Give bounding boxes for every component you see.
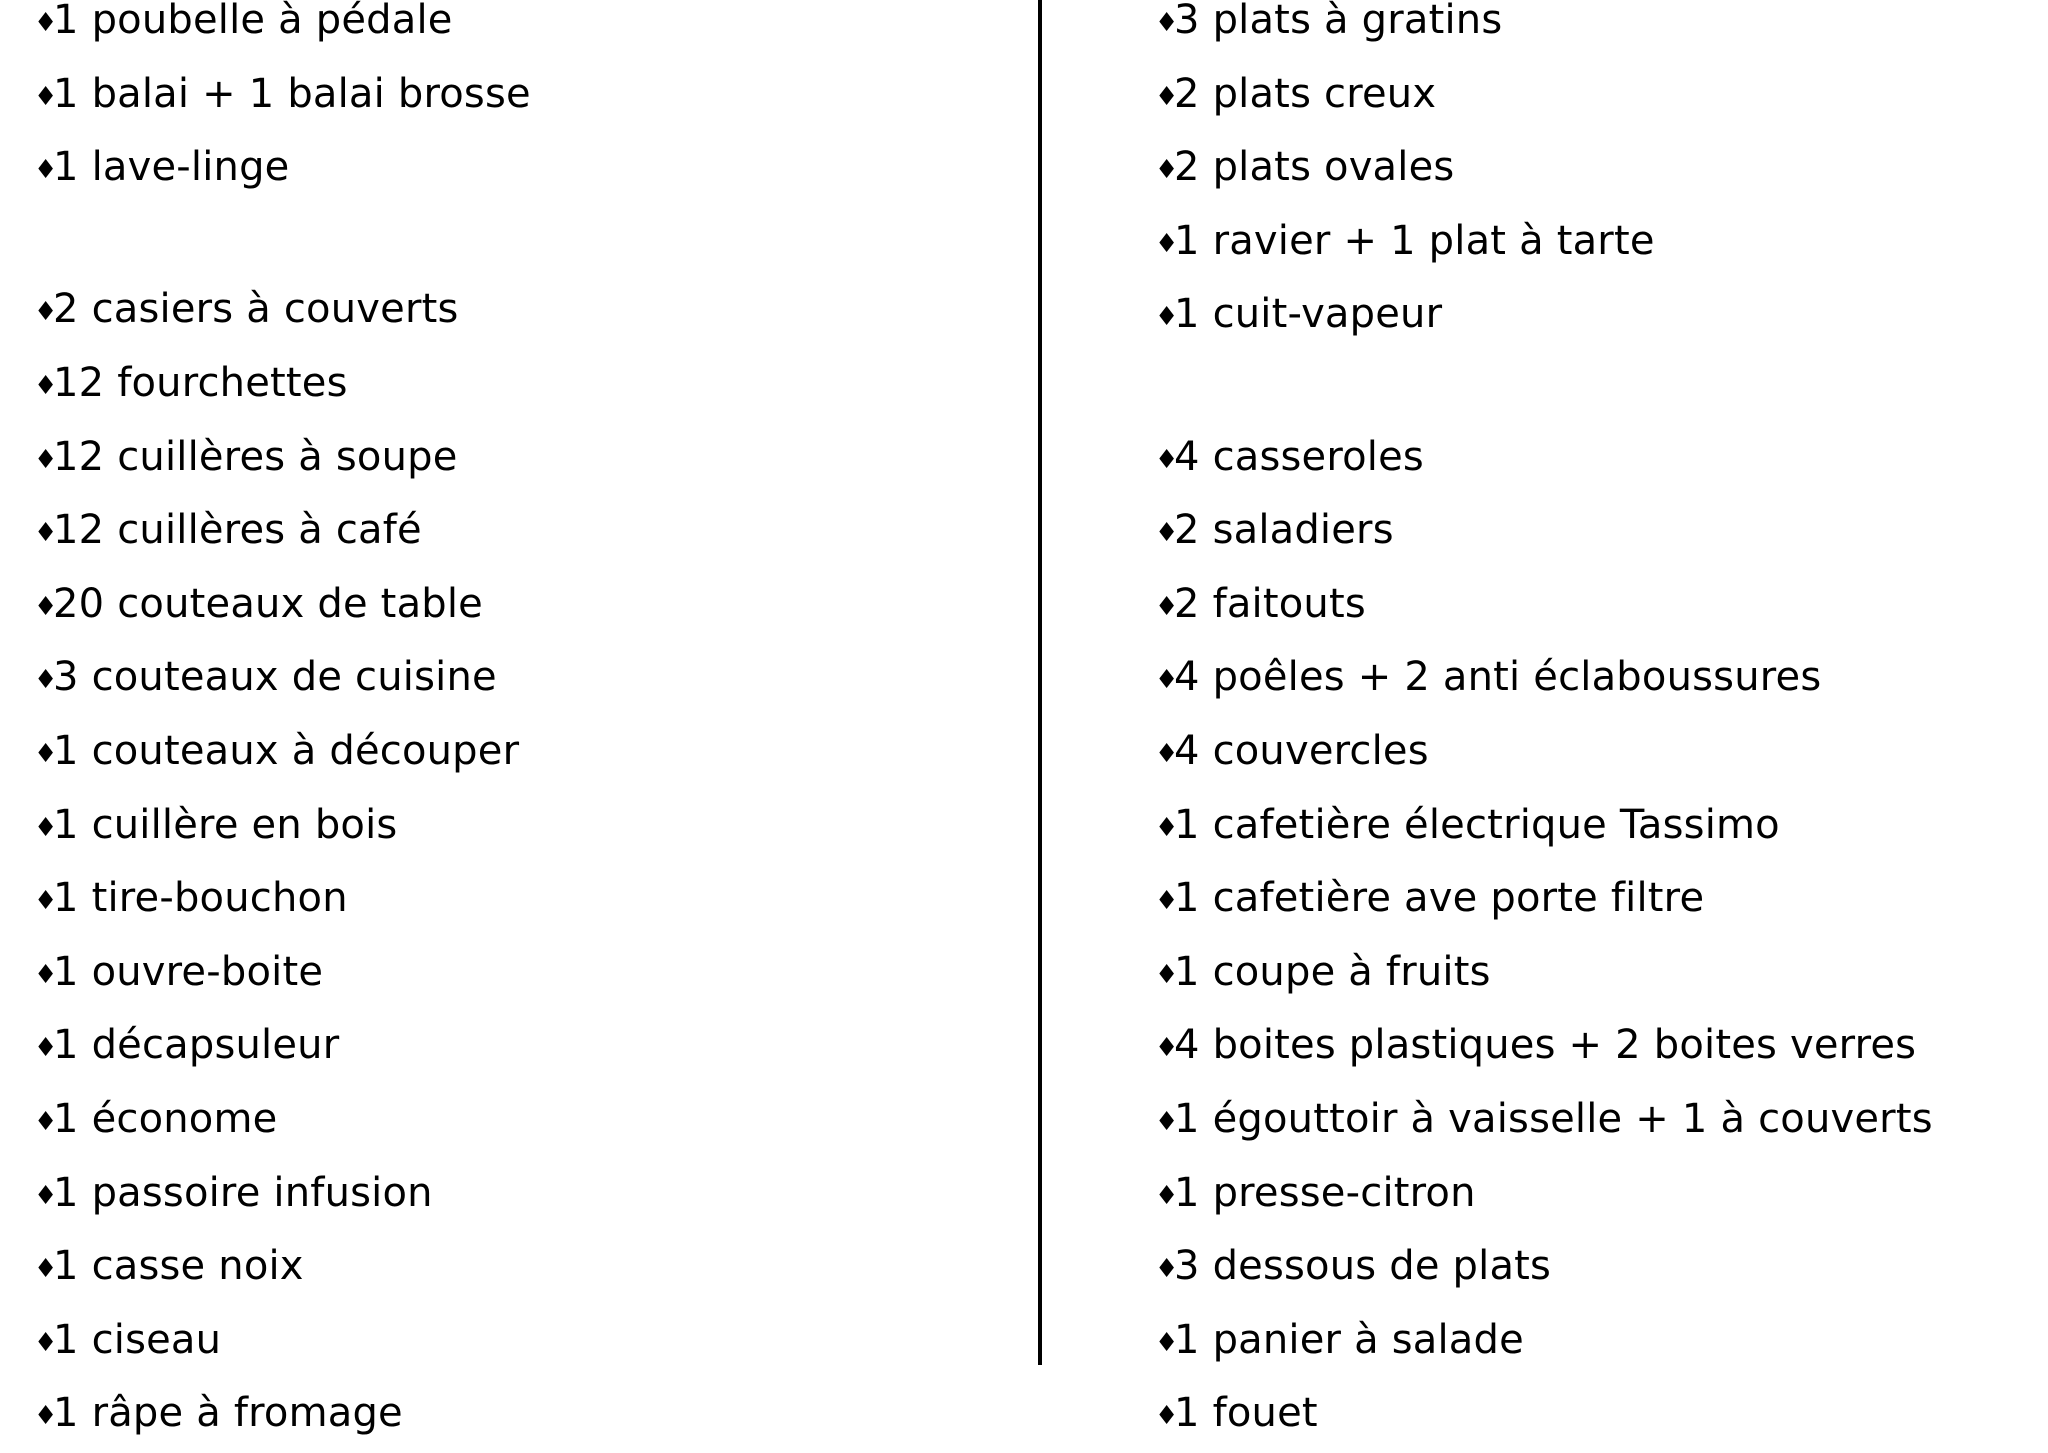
diamond-bullet-icon: ♦ — [34, 297, 58, 328]
diamond-bullet-icon: ♦ — [1155, 1254, 1179, 1285]
list-item — [34, 60, 1020, 134]
diamond-bullet-icon: ♦ — [34, 1033, 58, 1064]
list-item-label: 1 cuillère en bois — [53, 801, 398, 848]
list-item — [1155, 423, 2028, 497]
list-item-label: 1 cafetière électrique Tassimo — [1174, 801, 1780, 848]
list-item — [1155, 0, 2028, 60]
diamond-bullet-icon: ♦ — [34, 591, 58, 622]
list-item — [1155, 570, 2028, 644]
list-item-label: 1 ravier + 1 plat à tarte — [1174, 217, 1655, 264]
diamond-bullet-icon: ♦ — [34, 1180, 58, 1211]
list-item-label: 1 cafetière ave porte filtre — [1174, 875, 1705, 922]
list-item — [1155, 1379, 2028, 1453]
diamond-bullet-icon: ♦ — [1155, 518, 1179, 549]
list-item — [34, 791, 1020, 865]
list-item — [34, 864, 1020, 938]
list-item — [1155, 1306, 2028, 1380]
list-item-label: 12 cuillères à café — [53, 507, 422, 554]
diamond-bullet-icon: ♦ — [34, 812, 58, 843]
right-column — [1040, 0, 2048, 1453]
diamond-bullet-icon: ♦ — [1155, 228, 1179, 259]
list-item — [34, 275, 1020, 349]
list-item — [1155, 496, 2028, 570]
list-item — [1155, 864, 2028, 938]
list-item-label: 1 passoire infusion — [53, 1169, 433, 1216]
list-item-label: 3 couteaux de cuisine — [53, 654, 497, 701]
diamond-bullet-icon: ♦ — [34, 155, 58, 186]
list-item — [1155, 207, 2028, 281]
list-item-label: 4 boites plastiques + 2 boites verres — [1174, 1022, 1917, 1069]
diamond-bullet-icon: ♦ — [1155, 738, 1179, 769]
diamond-bullet-icon: ♦ — [34, 1401, 58, 1432]
diamond-bullet-icon: ♦ — [34, 1327, 58, 1358]
list-item-label: 2 plats ovales — [1174, 144, 1455, 191]
list-item — [1155, 133, 2028, 207]
list-item — [34, 1085, 1020, 1159]
list-item-label: 1 lave-linge — [53, 144, 290, 191]
diamond-bullet-icon: ♦ — [34, 81, 58, 112]
list-item-label: 1 poubelle à pédale — [53, 0, 453, 43]
list-item-label: 4 casseroles — [1174, 433, 1424, 480]
list-item-label: 20 couteaux de table — [53, 580, 483, 627]
right-column-list — [1155, 0, 2028, 1453]
list-item-label: 1 économe — [53, 1095, 278, 1142]
list-item-label: 1 ouvre-boite — [53, 948, 324, 995]
list-item-label: 2 faitouts — [1174, 580, 1366, 627]
list-item-label: 1 fouet — [1174, 1390, 1318, 1437]
list-item — [1155, 717, 2028, 791]
diamond-bullet-icon: ♦ — [1155, 302, 1179, 333]
list-item-label: 1 ciseau — [53, 1316, 222, 1363]
list-item — [1155, 60, 2028, 134]
list-spacer — [34, 207, 1020, 276]
list-item — [1155, 643, 2028, 717]
list-item — [34, 133, 1020, 207]
diamond-bullet-icon: ♦ — [1155, 8, 1179, 38]
list-item-label: 1 égouttoir à vaisselle + 1 à couverts — [1174, 1095, 1933, 1142]
diamond-bullet-icon: ♦ — [1155, 812, 1179, 843]
list-item-label: 12 cuillères à soupe — [53, 433, 458, 480]
diamond-bullet-icon: ♦ — [34, 959, 58, 990]
diamond-bullet-icon: ♦ — [1155, 1033, 1179, 1064]
list-item — [34, 717, 1020, 791]
list-item-label: 3 dessous de plats — [1174, 1243, 1552, 1290]
diamond-bullet-icon: ♦ — [34, 1254, 58, 1285]
diamond-bullet-icon: ♦ — [1155, 1106, 1179, 1137]
list-item-label: 1 presse-citron — [1174, 1169, 1476, 1216]
diamond-bullet-icon: ♦ — [1155, 959, 1179, 990]
list-item-label: 1 panier à salade — [1174, 1316, 1524, 1363]
list-item-label: 2 plats creux — [1174, 70, 1437, 117]
list-item — [34, 938, 1020, 1012]
diamond-bullet-icon: ♦ — [34, 518, 58, 549]
list-item-label: 1 coupe à fruits — [1174, 948, 1491, 995]
list-item — [1155, 1232, 2028, 1306]
list-item-label: 4 poêles + 2 anti éclaboussures — [1174, 654, 1822, 701]
list-item — [1155, 280, 2028, 354]
list-item — [34, 643, 1020, 717]
list-item-label: 1 couteaux à découper — [53, 727, 520, 774]
diamond-bullet-icon: ♦ — [34, 886, 58, 917]
diamond-bullet-icon: ♦ — [1155, 591, 1179, 622]
list-item — [34, 1011, 1020, 1085]
list-item-label: 1 casse noix — [53, 1243, 304, 1290]
list-item-label: 1 décapsuleur — [53, 1022, 340, 1069]
list-item — [34, 423, 1020, 497]
list-item-label: 2 saladiers — [1174, 507, 1394, 554]
list-item — [34, 1232, 1020, 1306]
diamond-bullet-icon: ♦ — [34, 370, 58, 401]
diamond-bullet-icon: ♦ — [1155, 1180, 1179, 1211]
list-item — [34, 1306, 1020, 1380]
list-spacer — [1155, 354, 2028, 423]
diamond-bullet-icon: ♦ — [34, 1106, 58, 1137]
list-item — [34, 0, 1020, 60]
list-item-label: 4 couvercles — [1174, 727, 1429, 774]
list-item — [34, 349, 1020, 423]
list-item — [34, 1159, 1020, 1233]
list-item-label: 3 plats à gratins — [1174, 0, 1503, 43]
list-item-label: 1 tire-bouchon — [53, 875, 348, 922]
list-item — [34, 496, 1020, 570]
list-item-label: 1 cuit-vapeur — [1174, 291, 1443, 338]
list-item-label: 2 casiers à couverts — [53, 286, 459, 333]
diamond-bullet-icon: ♦ — [34, 444, 58, 475]
diamond-bullet-icon: ♦ — [34, 8, 58, 38]
diamond-bullet-icon: ♦ — [1155, 886, 1179, 917]
list-item — [1155, 1085, 2028, 1159]
diamond-bullet-icon: ♦ — [1155, 1401, 1179, 1432]
list-item — [1155, 1159, 2028, 1233]
list-item-label: 12 fourchettes — [53, 359, 348, 406]
diamond-bullet-icon: ♦ — [34, 665, 58, 696]
list-item — [1155, 1011, 2028, 1085]
left-column-list — [34, 0, 1020, 1453]
list-item-label: 1 râpe à fromage — [53, 1390, 403, 1437]
diamond-bullet-icon: ♦ — [1155, 1327, 1179, 1358]
diamond-bullet-icon: ♦ — [1155, 81, 1179, 112]
diamond-bullet-icon: ♦ — [1155, 665, 1179, 696]
list-item — [34, 570, 1020, 644]
diamond-bullet-icon: ♦ — [1155, 444, 1179, 475]
list-item — [34, 1379, 1020, 1453]
list-item-label: 1 balai + 1 balai brosse — [53, 70, 531, 117]
diamond-bullet-icon: ♦ — [34, 738, 58, 769]
diamond-bullet-icon: ♦ — [1155, 155, 1179, 186]
list-item — [1155, 938, 2028, 1012]
list-item — [1155, 791, 2028, 865]
